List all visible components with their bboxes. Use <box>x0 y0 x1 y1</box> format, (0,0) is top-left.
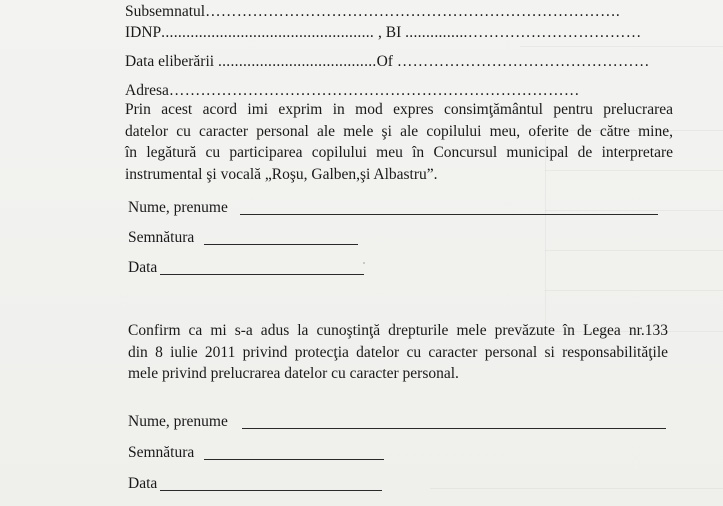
consent-line: instrumental şi vocală „Roşu, Galben,şi Albastru”. <box>125 165 438 183</box>
subsemnatul-field[interactable]: ……………………………………………………………………. <box>205 3 621 20</box>
data-eliberarii-line <box>125 53 650 71</box>
bi-label: , BI <box>377 24 402 41</box>
data-eliberarii-field[interactable]: ...................................... <box>217 53 377 70</box>
signature-field-2-label: Semnătura <box>128 444 195 461</box>
confirm-line: din 8 iulie 2011 privind protecţia datelor cu caracter personal si responsabilităţile <box>128 343 668 361</box>
confirm-line: Confirm ca mi s-a adus la cunoştinţă drepturile mele prevăzute în Legea nr.133 <box>128 322 668 339</box>
idnp-field[interactable]: ................................................... <box>161 24 375 41</box>
bleed-through-line <box>545 210 723 211</box>
paper-speck <box>363 262 365 264</box>
bleed-through-line <box>545 250 723 251</box>
adresa-label: Adresa <box>125 82 169 99</box>
of-field[interactable]: ………………………………………… <box>396 53 650 70</box>
consent-paragraph <box>125 99 673 185</box>
name-field-2-label: Nume, prenume <box>128 413 228 430</box>
bleed-through-line <box>545 290 723 291</box>
of-label: Of <box>376 53 393 70</box>
bi-field[interactable]: ...............…………………………… <box>405 24 642 41</box>
name-field-1-line[interactable] <box>240 214 658 215</box>
signature-field-2-line[interactable] <box>204 459 384 460</box>
confirm-line: mele privind prelucrarea datelor cu caracter personal. <box>128 365 459 382</box>
bleed-through-line <box>430 488 723 489</box>
subsemnatul-label: Subsemnatul <box>125 3 206 20</box>
signature-field-1-label: Semnătura <box>128 229 195 246</box>
idnp-label: IDNP <box>125 24 162 41</box>
name-field-2-line[interactable] <box>242 428 666 429</box>
consent-line: Prin acest acord imi exprim in mod expres consimţământul pentru prelucrarea <box>125 101 673 118</box>
name-field-1-label: Nume, prenume <box>128 199 228 216</box>
adresa-field[interactable]: …………………………………………………………………… <box>168 82 580 99</box>
confirm-paragraph <box>128 320 668 385</box>
date-field-1-line[interactable] <box>160 274 364 275</box>
idnp-line <box>125 24 642 42</box>
adresa-line <box>125 82 580 100</box>
date-field-2-label: Data <box>128 475 158 492</box>
consent-line: datelor cu caracter personal ale mele şi ale copilului meu, oferite de către mine, <box>125 122 673 140</box>
date-field-2-line[interactable] <box>160 490 382 491</box>
consent-line: în legătură cu participarea copilului meu în Concursul municipal de interpretare <box>125 144 673 161</box>
bleed-through-line <box>520 46 723 47</box>
date-field-1-label: Data <box>128 259 158 276</box>
signature-field-1-line[interactable] <box>204 244 358 245</box>
subsemnatul-line <box>125 3 620 21</box>
data-eliberarii-label: Data eliberării <box>125 53 215 70</box>
